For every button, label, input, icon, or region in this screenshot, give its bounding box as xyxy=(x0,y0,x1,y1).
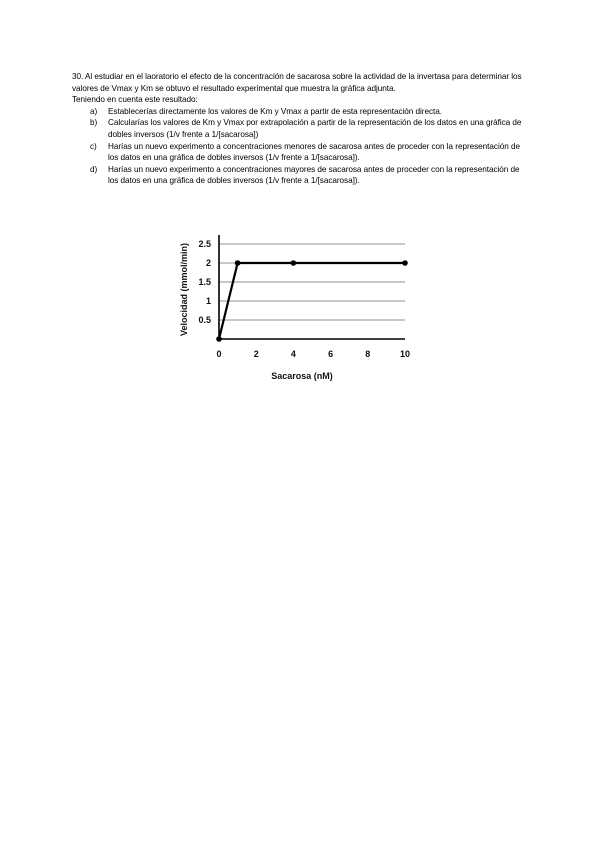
option-text: Establecerías directamente los valores de Km y Vmax a partir de esta representación directa. xyxy=(108,106,442,116)
question-lead: Teniendo en cuenta este resultado: xyxy=(72,95,198,105)
option-text: Calcularías los valores de Km y Vmax por extrapolación a partir de la representación de los datos en una gráfica de dobles inversos (1/v frente a 1/[sacarosa]) xyxy=(108,118,522,139)
option-letter: d) xyxy=(90,164,98,174)
option-letter: a) xyxy=(90,106,98,116)
x-tick-label: 2 xyxy=(253,349,259,359)
y-tick-label: 1.5 xyxy=(198,277,211,287)
x-tick-label: 6 xyxy=(328,349,334,359)
x-tick-label: 10 xyxy=(399,349,411,359)
x-tick-label: 4 xyxy=(290,349,296,359)
data-point xyxy=(235,260,241,266)
question-intro: 30. Al estudiar en el laoratorio el efecto de la concentración de sacarosa sobre la actividad de la invertasa para determinar los valores de Vmax y Km se obtuvo el resultado experimental que muestra la gráfica adjunta. xyxy=(72,72,522,93)
y-tick-label: 2 xyxy=(205,258,211,268)
data-point xyxy=(216,336,222,342)
y-axis-label: Velocidad (mmol/min) xyxy=(179,242,189,337)
data-point xyxy=(291,260,297,266)
x-axis-label: Sacarosa (nM) xyxy=(271,371,333,381)
velocity-chart xyxy=(0,0,600,400)
y-tick-label: 2.5 xyxy=(198,239,211,249)
option-text: Harías un nuevo experimento a concentraciones mayores de sacarosa antes de proceder con la representación de los datos en una gráfica de dobles inversos (1/v frente a 1/[sacarosa]). xyxy=(108,164,520,186)
y-tick-label: 0.5 xyxy=(198,315,211,325)
option-text: Harías un nuevo experimento a concentraciones menores de sacarosa antes de proceder con la representación de los datos en una gráfica de dobles inversos (1/v frente a 1/[sacarosa]). xyxy=(108,141,520,163)
data-point xyxy=(402,260,408,266)
option-letter: b) xyxy=(90,118,98,128)
option-letter: c) xyxy=(90,141,97,151)
x-tick-label: 8 xyxy=(365,349,371,359)
y-tick-label: 1 xyxy=(205,296,211,306)
x-tick-label: 0 xyxy=(216,349,222,359)
